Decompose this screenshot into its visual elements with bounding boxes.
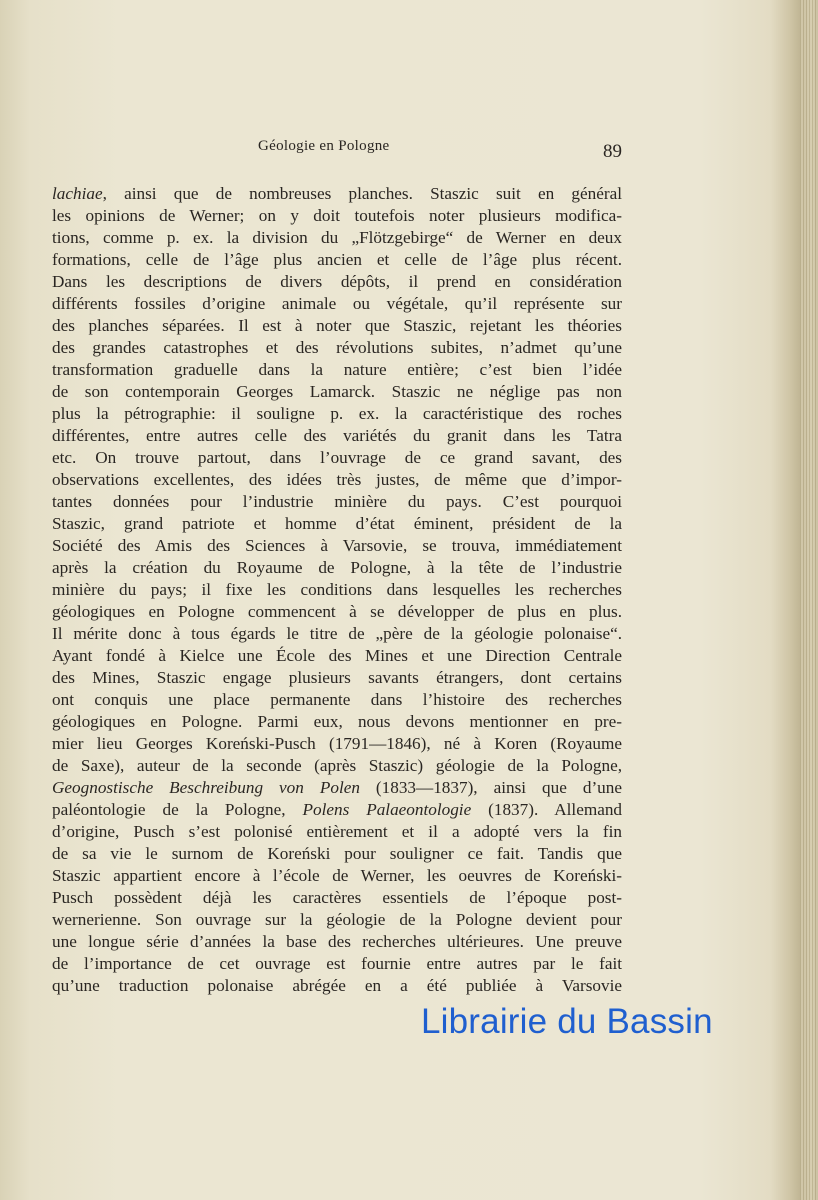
text-segment: tantes données pour l’industrie minière du pays. C’est pourquoi [52, 492, 622, 511]
text-line [52, 359, 622, 381]
text-segment: des grandes catastrophes et des révolutions subites, n’admet qu’une [52, 338, 622, 357]
running-header: Géologie en Pologne [258, 138, 390, 154]
text-segment: wernerienne. Son ouvrage sur la géologie de la Pologne devient pour [52, 910, 622, 929]
text-segment: formations, celle de l’âge plus ancien et celle de l’âge plus récent. [52, 250, 622, 269]
text-line [52, 865, 622, 887]
page-number: 89 [603, 141, 622, 162]
text-line [52, 249, 622, 271]
watermark: Librairie du Bassin [421, 1002, 713, 1041]
text-segment: différentes, entre autres celle des variétés du granit dans les Tatra [52, 426, 622, 445]
text-line [52, 315, 622, 337]
text-segment: (1837). Allemand [471, 800, 623, 819]
text-line [52, 953, 622, 975]
text-segment: Staszic appartient encore à l’école de Werner, les oeuvres de Koreński- [52, 866, 622, 885]
text-segment: différents fossiles d’origine animale ou végétale, qu’il représente sur [52, 294, 622, 313]
text-segment: géologiques en Pologne commencent à se développer de plus en plus. [52, 602, 622, 621]
text-line [52, 645, 622, 667]
text-segment: minière du pays; il fixe les conditions dans lesquelles les recherches [52, 580, 622, 599]
text-line [52, 975, 622, 997]
body-text [52, 183, 622, 997]
text-line [52, 271, 622, 293]
text-line [52, 535, 622, 557]
text-segment: géologiques en Pologne. Parmi eux, nous devons mentionner en pre- [52, 712, 622, 731]
text-line [52, 183, 622, 205]
text-segment: Dans les descriptions de divers dépôts, il prend en considération [52, 272, 622, 291]
text-line [52, 623, 622, 645]
text-segment: après la création du Royaume de Pologne, à la tête de l’industrie [52, 558, 622, 577]
text-segment: Ayant fondé à Kielce une École des Mines et une Direction Centrale [52, 646, 622, 665]
text-segment: Société des Amis des Sciences à Varsovie, se trouva, immédiatement [52, 536, 622, 555]
text-segment: etc. On trouve partout, dans l’ouvrage de ce grand savant, des [52, 448, 622, 467]
text-line [52, 821, 622, 843]
text-line [52, 667, 622, 689]
text-line [52, 447, 622, 469]
text-segment: de sa vie le surnom de Koreński pour souligner ce fait. Tandis que [52, 844, 622, 863]
page-stack-edge [800, 0, 818, 1200]
text-line [52, 799, 622, 821]
text-segment: qu’une traduction polonaise abrégée en a été publiée à Varsovie [52, 976, 622, 995]
text-segment: (1833—1837), ainsi que d’une [359, 778, 622, 797]
text-segment: tions, comme p. ex. la division du „Flötzgebirge“ de Werner en deux [52, 228, 622, 247]
text-segment: de Saxe), auteur de la seconde (après Staszic) géologie de la Pologne, [52, 756, 622, 775]
text-line [52, 337, 622, 359]
text-line [52, 205, 622, 227]
text-segment: paléontologie de la Pologne, [52, 800, 303, 819]
text-line [52, 579, 622, 601]
italic-title: lachiae [52, 184, 103, 203]
text-line [52, 491, 622, 513]
text-line [52, 403, 622, 425]
text-segment: d’origine, Pusch s’est polonisé entièrement et il a adopté vers la fin [52, 822, 622, 841]
text-segment: ont conquis une place permanente dans l’histoire des recherches [52, 690, 622, 709]
text-line [52, 513, 622, 535]
text-line [52, 227, 622, 249]
text-line [52, 425, 622, 447]
text-segment: mier lieu Georges Koreński-Pusch (1791—1846), né à Koren (Royaume [52, 734, 622, 753]
text-segment: une longue série d’années la base des recherches ultérieures. Une preuve [52, 932, 622, 951]
text-segment: des Mines, Staszic engage plusieurs savants étrangers, dont certains [52, 668, 622, 687]
text-line [52, 777, 622, 799]
text-segment: Il mérite donc à tous égards le titre de „père de la géologie polonaise“. [52, 624, 622, 643]
text-segment: des planches séparées. Il est à noter que Staszic, rejetant les théories [52, 316, 622, 335]
text-line [52, 843, 622, 865]
italic-title: Geognostische Beschreibung von Polen [52, 778, 360, 797]
text-line [52, 381, 622, 403]
text-segment: de son contemporain Georges Lamarck. Staszic ne néglige pas non [52, 382, 622, 401]
text-segment: de l’importance de cet ouvrage est fournie entre autres par le fait [52, 954, 622, 973]
text-line [52, 293, 622, 315]
text-line [52, 887, 622, 909]
text-line [52, 711, 622, 733]
text-line [52, 557, 622, 579]
italic-title: Polens Palaeontologie [302, 800, 472, 819]
text-line [52, 601, 622, 623]
text-line [52, 689, 622, 711]
text-segment: Pusch possèdent déjà les caractères essentiels de l’époque post- [52, 888, 622, 907]
text-line [52, 755, 622, 777]
text-segment: Staszic, grand patriote et homme d’état éminent, président de la [52, 514, 622, 533]
text-segment: plus la pétrographie: il souligne p. ex. la caractéristique des roches [52, 404, 622, 423]
text-line [52, 909, 622, 931]
text-line [52, 733, 622, 755]
text-segment: les opinions de Werner; on y doit toutefois noter plusieurs modifica- [52, 206, 622, 225]
text-segment: , ainsi que de nombreuses planches. Staszic suit en général [102, 184, 622, 203]
text-line [52, 469, 622, 491]
text-segment: observations excellentes, des idées très justes, de même que d’impor- [52, 470, 622, 489]
text-line [52, 931, 622, 953]
text-segment: transformation graduelle dans la nature entière; c’est bien l’idée [52, 360, 622, 379]
